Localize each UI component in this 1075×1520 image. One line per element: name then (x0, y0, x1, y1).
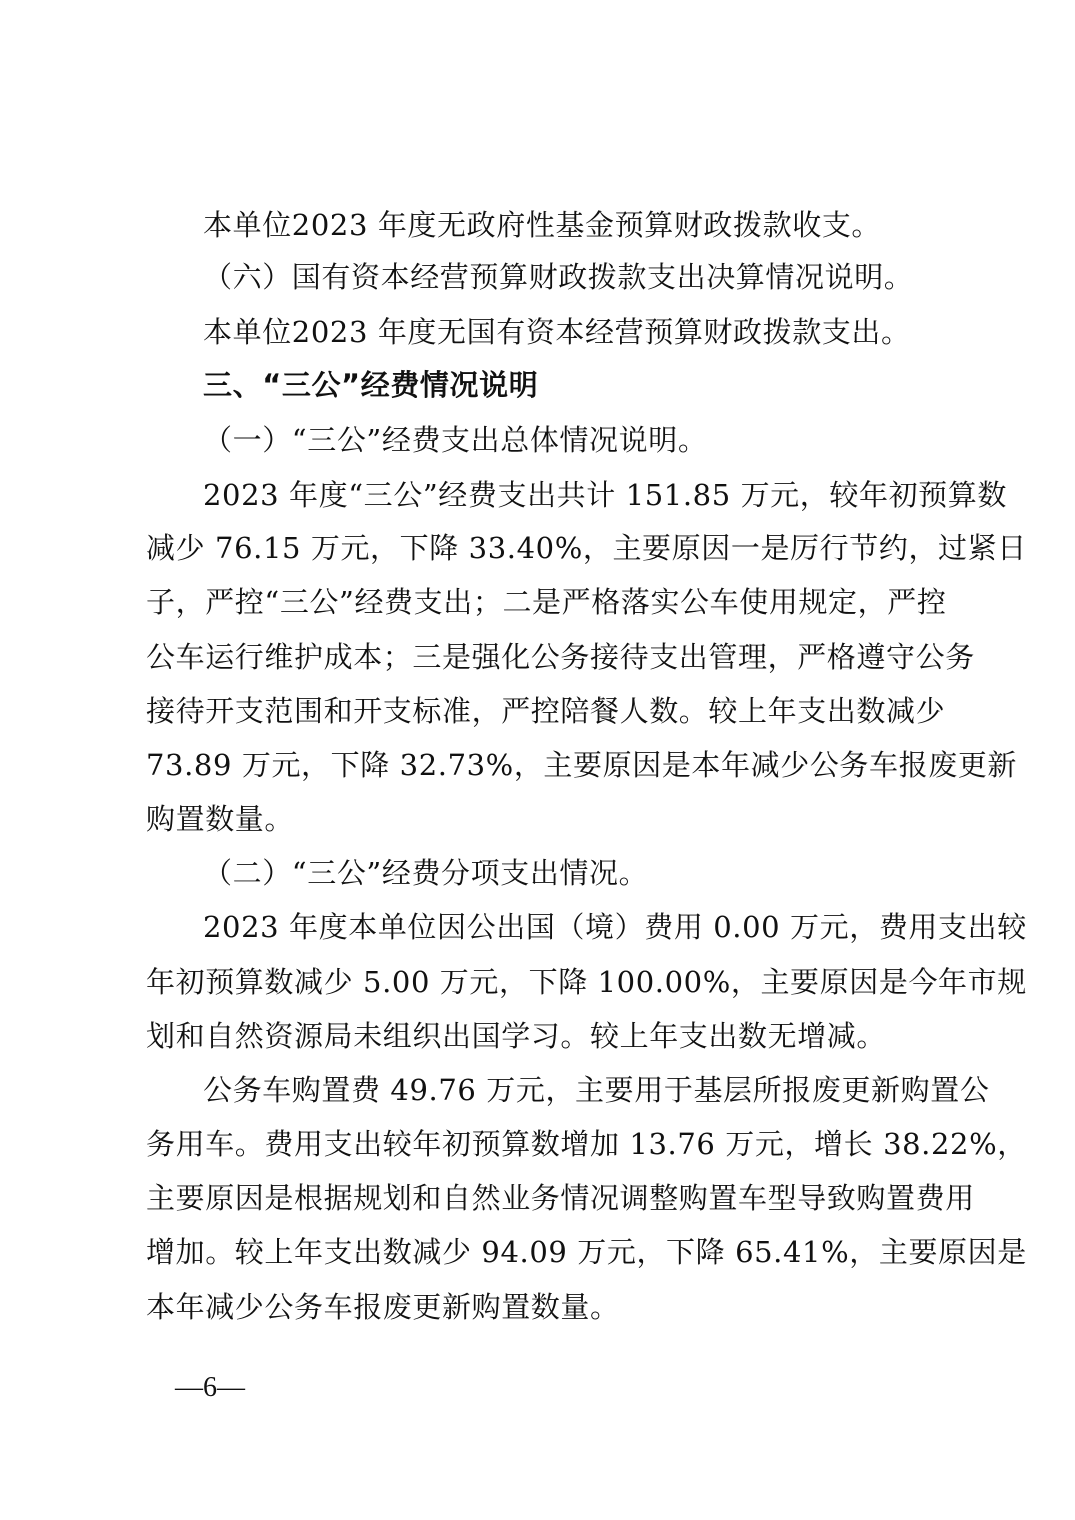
paragraph-line: 本年减少公务车报废更新购置数量。 (146, 1290, 620, 1324)
paragraph-line: 减少 76.15 万元，下降 33.40%，主要原因一是厉行节约，过紧日 (146, 531, 1027, 565)
paragraph-line: 年初预算数减少 5.00 万元，下降 100.00%，主要原因是今年市规 (146, 965, 1027, 999)
subsection-heading-6: （六）国有资本经营预算财政拨款支出决算情况说明。 (203, 260, 914, 294)
paragraph-line: 增加。较上年支出数减少 94.09 万元，下降 65.41%，主要原因是 (146, 1235, 1027, 1269)
text-line: 本单位2023 年度无政府性基金预算财政拨款收支。 (203, 208, 882, 242)
paragraph-line: 接待开支范围和开支标准，严控陪餐人数。较上年支出数减少 (146, 694, 946, 728)
page-number: —6— (175, 1372, 245, 1403)
paragraph-line: 务用车。费用支出较年初预算数增加 13.76 万元，增长 38.22%， (146, 1127, 1027, 1161)
paragraph-line: 划和自然资源局未组织出国学习。较上年支出数无增减。 (146, 1019, 887, 1053)
paragraph-line: 73.89 万元，下降 32.73%，主要原因是本年减少公务车报废更新 (146, 748, 1018, 782)
paragraph-line: 2023 年度本单位因公出国（境）费用 0.00 万元，费用支出较 (203, 910, 1027, 944)
section-heading-3: 三、“三公”经费情况说明 (203, 368, 539, 402)
paragraph-line: 子，严控“三公”经费支出；二是严格落实公车使用规定，严控 (146, 585, 947, 619)
subsection-heading-2: （二）“三公”经费分项支出情况。 (203, 856, 649, 890)
paragraph-line: 公车运行维护成本；三是强化公务接待支出管理，严格遵守公务 (146, 640, 975, 674)
subsection-heading-1: （一）“三公”经费支出总体情况说明。 (203, 423, 708, 457)
paragraph-line: 主要原因是根据规划和自然业务情况调整购置车型导致购置费用 (146, 1181, 975, 1215)
text-line: 本单位2023 年度无国有资本经营预算财政拨款支出。 (203, 315, 911, 349)
paragraph-line: 购置数量。 (146, 802, 295, 836)
paragraph-line: 2023 年度“三公”经费支出共计 151.85 万元，较年初预算数 (203, 478, 1007, 512)
paragraph-line: 公务车购置费 49.76 万元，主要用于基层所报废更新购置公 (203, 1073, 990, 1107)
